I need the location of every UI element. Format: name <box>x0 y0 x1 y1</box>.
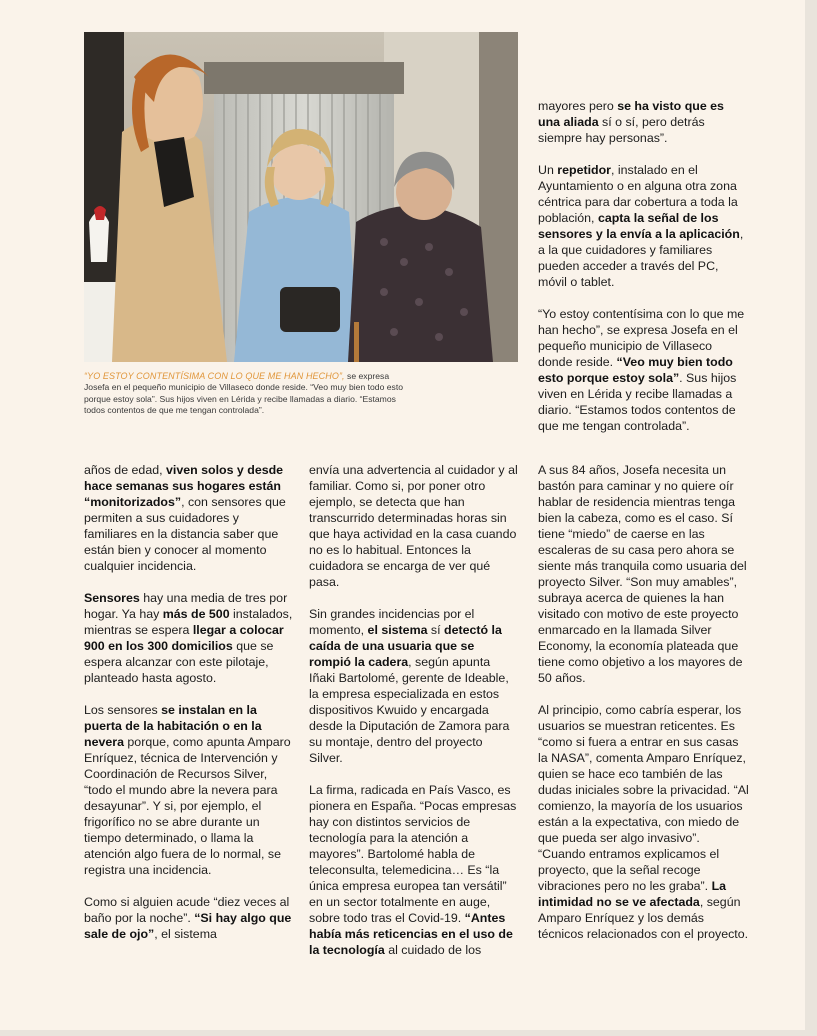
text-run: A sus 84 años, Josefa necesita un bastón para caminar y no quiere oír hablar de residencia mientras tenga bien la cabeza, como es el caso. Sí tiene “miedo” de caerse en las escaleras de su casa pero ahora se siente más tranquila como usuaria del proyecto Silver. “Son muy amables”, subraya acerca de quienes la han visitado con motivo de este proyecto enmarcado en la llamada Silver Economy, la economía plateada que tiene como objetivo a los mayores de 50 años. <box>538 463 747 685</box>
caption-line: porque estoy sola”. Sus hijos viven en Lérida y recibe llamadas a diario. “Estamos <box>84 393 396 404</box>
paragraph <box>538 462 750 686</box>
text-run: que se espera alcanzar con este pilotaje, planteado hasta agosto. <box>84 639 274 685</box>
bold-run: La intimidad no se ve afectada <box>538 879 727 909</box>
text-run: , instalado en el Ayuntamiento o en alguna otra zona céntrica para dar cobertura a toda la población, <box>538 163 738 225</box>
column-1 <box>84 462 294 958</box>
bold-run: viven solos y desde hace semanas sus hogares están “monitorizados” <box>84 463 284 509</box>
text-run: Como si alguien acude “diez veces al baño por la noche”. <box>84 895 290 925</box>
text-run: hay una media de tres por hogar. Ya hay <box>84 591 288 621</box>
text-run: , a la que cuidadores y familiares pueden acceder a través del PC, móvil o tablet. <box>538 227 744 289</box>
text-run: al cuidado de los <box>384 943 482 957</box>
paragraph <box>84 462 294 574</box>
paragraph <box>538 98 748 146</box>
text-run: Un <box>538 163 558 177</box>
paragraph <box>84 894 294 942</box>
text-run: , según Amparo Enríquez y los demás técnicos relacionados con el proyecto. <box>538 895 749 941</box>
text-run: sí o sí, pero detrás siempre hay personas”. <box>538 115 705 145</box>
paragraph <box>84 590 294 686</box>
text-run: mayores pero <box>538 99 618 113</box>
text-run: Los sensores <box>84 703 162 717</box>
bold-run: más de 500 <box>162 607 230 621</box>
photo-caption <box>84 371 520 416</box>
bold-run: detectó la caída de una usuaria que se rompió la cadera <box>309 623 502 669</box>
bold-run: capta la señal de los sensores y la envía a la aplicación <box>538 211 740 241</box>
caption-line: se expresa <box>344 371 390 381</box>
photo-of-three-women-at-house-door-icon <box>84 32 518 362</box>
text-run: La firma, radicada en País Vasco, es pionera en España. “Pocas empresas hay con distintos servicios de tecnología para la atención a mayores”. Bartolomé habla de teleconsulta, telemedicina… Es “la única empresa europea tan versátil” en un sector totalmente en auge, sobre todo tras el Covid-19. <box>309 783 517 925</box>
paragraph <box>84 702 294 878</box>
text-run: Al principio, como cabría esperar, los usuarios se muestran reticentes. Es “como si fuera a entrar en sus casas la NASA”, comenta Amparo Enríquez, quien se hace eco también de las dudas iniciales sobre la privacidad. “Al comienzo, la mayoría de los usuarios están a la expectativa, con miedo de que pueda ser algo invasivo”. “Cuando entramos explicamos el proyecto, que la señal recoge vibraciones pero no les graba”. <box>538 703 749 893</box>
text-run: envía una advertencia al cuidador y al familiar. Como si, por poner otro ejemplo, se detecta que han transcurrido determinadas horas sin que haya actividad en la casa cuando no es lo habitual. Entonces la cuidadora se encarga de ver qué pasa. <box>309 463 518 589</box>
bold-run: el sistema <box>367 623 428 637</box>
paragraph <box>309 606 519 766</box>
text-run: . Sus hijos viven en Lérida y recibe llamadas a diario. “Estamos todos contentos de que me tengan controlada”. <box>538 371 737 433</box>
text-run: , el sistema <box>154 927 217 941</box>
paragraph <box>538 702 750 942</box>
text-run: porque, como apunta Amparo Enríquez, técnica de Intervención y Coordinación de Recursos Silver, “todo el mundo abre la nevera para desayunar”. Y si, por ejemplo, el frigorífico no se abre durante un tiempo determinado, o llama la atención algo fuera de lo normal, se registra una incidencia. <box>84 735 291 877</box>
bold-run: repetidor <box>557 163 611 177</box>
paragraph <box>309 782 519 958</box>
text-run: instalados, mientras se espera <box>84 607 293 637</box>
bold-run: llegar a colocar 900 en los 300 domicilios <box>84 623 284 653</box>
text-run: sí <box>427 623 445 637</box>
column-3-bottom <box>538 462 750 958</box>
column-3-top <box>538 98 748 450</box>
bold-run: Sensores <box>84 591 140 605</box>
bold-run: “Si hay algo que sale de ojo” <box>84 911 292 941</box>
text-run: , con sensores que permiten a sus cuidadores y familiares en la distancia saber que están bien y conocer al momento cualquier incidencia. <box>84 495 286 573</box>
bold-run: se ha visto que es una aliada <box>538 99 724 129</box>
column-2 <box>309 462 519 974</box>
paragraph <box>309 462 519 590</box>
caption-lead: “YO ESTOY CONTENTÍSIMA CON LO QUE ME HAN HECHO”, <box>84 371 345 381</box>
bold-run: “Antes había más reticencias en el uso de la tecnología <box>309 911 513 957</box>
caption-line: todos contentos de que me tengan controlada”. <box>84 404 265 415</box>
paragraph <box>538 306 748 434</box>
text-run: años de edad, <box>84 463 166 477</box>
article-photo <box>84 32 518 362</box>
text-run: , según apunta Iñaki Bartolomé, gerente de Ideable, la empresa especializada en estos dispositivos Kwuido y encargada desde la Diputación de Zamora para su montaje, dentro del proyecto Silver. <box>309 655 510 765</box>
paragraph <box>538 162 748 290</box>
bold-run: “Veo muy bien todo esto porque estoy sola” <box>538 355 733 385</box>
text-run: Sin grandes incidencias por el momento, <box>309 607 475 637</box>
text-run: “Yo estoy contentísima con lo que me han hecho”, se expresa Josefa en el pequeño municipio de Villaseco donde reside. <box>538 307 745 369</box>
caption-line: Josefa en el pequeño municipio de Villaseco donde reside. “Veo muy bien todo esto <box>84 382 403 393</box>
bold-run: se instalan en la puerta de la habitación o en la nevera <box>84 703 262 749</box>
